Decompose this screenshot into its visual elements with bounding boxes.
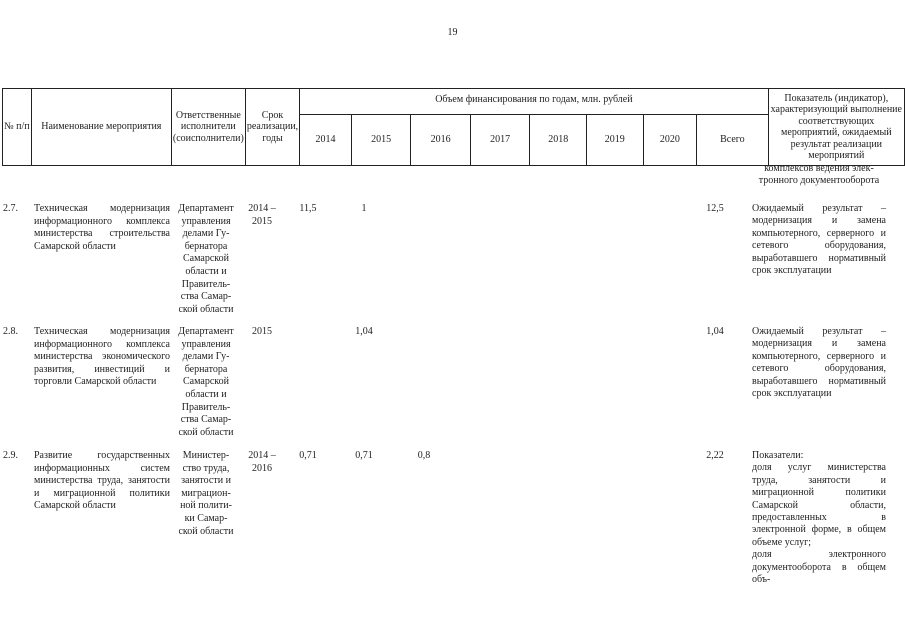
term-line: 2015 [252,215,272,227]
term-line: 2015 [252,326,272,337]
row-name: Техническая модернизация информационного комплекса министерства строительства Самарской области [34,203,170,252]
header-year-2014: 2014 [300,115,352,166]
row-name: Развитие государственных информационных систем министерства труда, занятости и миграционной политики Самарской области [34,450,170,512]
row-indicator [752,450,886,586]
responsible-line: ской области [178,525,234,537]
row-indicator [752,203,886,277]
row-number: 2.7. [3,203,18,214]
responsible-line: бернатора [184,240,228,252]
responsible-line: Правитель- [181,278,231,290]
header-term: Срок реализации, годы [245,89,299,166]
term-line: 2016 [252,462,272,474]
header-funding: Объем финансирования по годам, млн. рублей [300,89,768,115]
responsible-line: Департамент [178,203,234,214]
responsible-line: делами Гу- [182,351,230,363]
page-number: 19 [447,27,458,38]
value-2015: 1 [361,203,367,214]
responsible-line: области и [185,388,227,400]
responsible-line: ской области [178,426,234,438]
responsible-line: управления [181,215,231,227]
responsible-line: Самарской [183,376,229,388]
header-num: № п/п [3,89,32,166]
responsible-line: бернатора [184,363,228,375]
responsible-line: ной полити- [180,500,232,512]
responsible-line: делами Гу- [182,228,230,240]
header-year-2018: 2018 [530,115,587,166]
row-number: 2.9. [3,450,18,461]
header-name: Наименование мероприятия [31,89,171,166]
header-total: Всего [697,115,768,166]
responsible-line: ства Самар- [180,414,232,426]
row-responsible [172,326,240,439]
responsible-line: миграцион- [181,487,231,499]
value-total: 2,22 [706,450,724,461]
row-term [244,326,280,339]
term-line: 2014 – [248,203,276,214]
indicator-continuation [752,163,886,187]
value-2015: 0,71 [355,450,373,461]
header-year-2020: 2020 [643,115,697,166]
table-header [2,88,905,166]
continuation-line: комплексов ведения элек- [764,163,874,174]
value-2014: 0,71 [299,450,317,461]
indicator-label: Показатели: [752,450,804,461]
value-2016: 0,8 [417,450,431,461]
responsible-line: ской области [178,303,234,315]
header-year-2019: 2019 [587,115,644,166]
responsible-line: ство труда, [182,462,230,474]
value-2014: 11,5 [299,203,317,214]
header-responsible: Ответственные исполнители (соисполнители) [171,89,245,166]
header-year-2017: 2017 [470,115,530,166]
row-term [244,450,280,475]
responsible-line: Самарской [183,253,229,265]
indicator-text: Ожидаемый результат – модернизация и замена компьютерного, серверного и сетевого оборудования, выработавшего нормативный срок эксплуатации [752,326,886,400]
responsible-line: Правитель- [181,401,231,413]
row-responsible [172,450,240,538]
responsible-line: Департамент [178,326,234,337]
row-name: Техническая модернизация информационного комплекса министерства экономического развития, инвестиций и торговли Самарской области [34,326,170,388]
value-total: 1,04 [706,326,724,337]
responsible-line: занятости и [181,475,231,487]
responsible-line: управления [181,338,231,350]
header-year-2015: 2015 [351,115,411,166]
row-term [244,203,280,228]
header-indicator: Показатель (индикатор), характеризующий выполнение соответствующих мероприятий, ожидаемый результат реализации мероприятий [768,89,904,166]
row-number: 2.8. [3,326,18,337]
value-2015: 1,04 [355,326,373,337]
responsible-line: области и [185,265,227,277]
indicator-text: доля электронного документооборота в общем объ- [752,549,886,586]
indicator-text: Ожидаемый результат – модернизация и замена компьютерного, серверного и сетевого оборудования, выработавшего нормативный срок эксплуатации [752,203,886,277]
responsible-line: Министер- [182,450,230,461]
continuation-line: тронного документооборота [758,175,880,186]
indicator-text: доля услуг министерства труда, занятости и миграционной политики Самарской области, предоставленных в электронной форме, в общем объеме услуг; [752,462,886,548]
row-responsible [172,203,240,316]
responsible-line: ства Самар- [180,291,232,303]
header-year-2016: 2016 [411,115,471,166]
row-indicator [752,326,886,400]
value-total: 12,5 [706,203,724,214]
term-line: 2014 – [248,450,276,461]
responsible-line: ки Самар- [184,512,228,524]
